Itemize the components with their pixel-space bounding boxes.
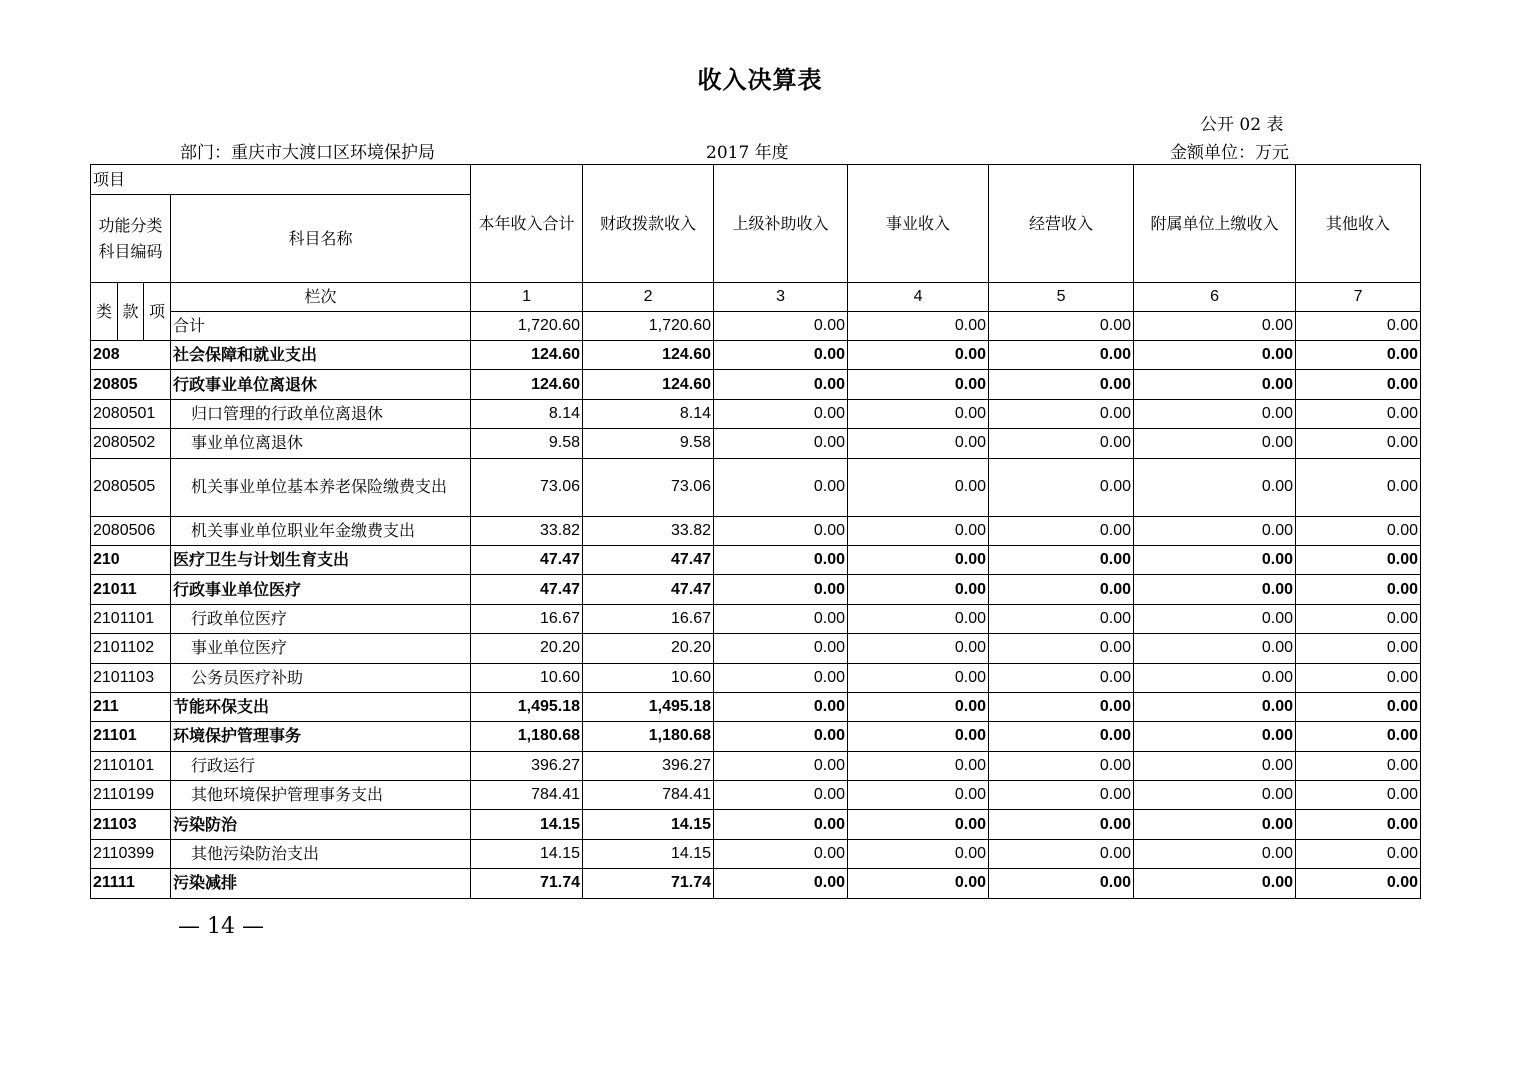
row-value: 0.00 (848, 545, 989, 574)
col-number: 1 (471, 283, 583, 312)
row-code: 210 (91, 545, 171, 574)
header-project: 项目 (91, 165, 471, 195)
table-row (91, 429, 1421, 458)
row-value: 0.00 (714, 370, 848, 399)
row-name: 机关事业单位职业年金缴费支出 (171, 516, 471, 545)
row-value: 1,180.68 (471, 722, 583, 751)
row-name: 污染减排 (171, 869, 471, 898)
row-value: 0.00 (848, 458, 989, 516)
row-name: 医疗卫生与计划生育支出 (171, 545, 471, 574)
row-value: 0.00 (714, 634, 848, 663)
table-row (91, 575, 1421, 604)
row-value: 47.47 (583, 575, 714, 604)
row-name: 公务员医疗补助 (171, 663, 471, 692)
row-name: 行政事业单位离退休 (171, 370, 471, 399)
row-value: 0.00 (1134, 370, 1296, 399)
row-value: 0.00 (989, 869, 1134, 898)
row-value: 0.00 (714, 692, 848, 721)
row-name: 行政运行 (171, 751, 471, 780)
row-value: 396.27 (471, 751, 583, 780)
row-value: 124.60 (471, 370, 583, 399)
table-row (91, 370, 1421, 399)
table-row (91, 810, 1421, 839)
row-value: 396.27 (583, 751, 714, 780)
col-number: 7 (1296, 283, 1421, 312)
row-value: 0.00 (848, 839, 989, 868)
col-number: 6 (1134, 283, 1296, 312)
row-value: 784.41 (471, 781, 583, 810)
row-code: 211 (91, 692, 171, 721)
row-code: 21111 (91, 869, 171, 898)
row-value: 33.82 (583, 516, 714, 545)
row-value: 0.00 (1296, 545, 1421, 574)
row-value: 0.00 (1134, 751, 1296, 780)
row-value: 0.00 (1296, 429, 1421, 458)
row-code: 21103 (91, 810, 171, 839)
row-value: 0.00 (848, 516, 989, 545)
row-value: 784.41 (583, 781, 714, 810)
header-lanci: 栏次 (171, 283, 471, 312)
row-value: 0.00 (848, 781, 989, 810)
row-value: 47.47 (583, 545, 714, 574)
row-value: 0.00 (989, 429, 1134, 458)
row-value: 0.00 (1296, 751, 1421, 780)
row-value: 0.00 (848, 634, 989, 663)
header-col-2: 财政拨款收入 (583, 165, 714, 283)
row-value: 0.00 (989, 399, 1134, 428)
row-value: 0.00 (714, 341, 848, 370)
row-name: 其他污染防治支出 (171, 839, 471, 868)
row-value: 0.00 (1134, 575, 1296, 604)
row-value: 14.15 (471, 810, 583, 839)
row-value: 0.00 (989, 341, 1134, 370)
row-value: 0.00 (714, 516, 848, 545)
row-value: 0.00 (989, 839, 1134, 868)
total-value: 0.00 (1296, 312, 1421, 341)
row-value: 1,180.68 (583, 722, 714, 751)
row-value: 0.00 (848, 370, 989, 399)
row-code: 2080505 (91, 458, 171, 516)
row-value: 47.47 (471, 545, 583, 574)
row-value: 0.00 (714, 663, 848, 692)
row-value: 0.00 (848, 722, 989, 751)
row-code: 2080506 (91, 516, 171, 545)
header-lei: 类 (91, 283, 118, 341)
form-number: 公开 02 表 (1200, 115, 1284, 135)
table-row (91, 604, 1421, 633)
row-value: 1,495.18 (471, 692, 583, 721)
row-code: 2101103 (91, 663, 171, 692)
row-value: 0.00 (714, 545, 848, 574)
col-number: 5 (989, 283, 1134, 312)
row-code: 208 (91, 341, 171, 370)
row-value: 0.00 (1134, 634, 1296, 663)
row-value: 0.00 (1134, 458, 1296, 516)
row-value: 0.00 (714, 722, 848, 751)
table-row (91, 751, 1421, 780)
header-subject-name: 科目名称 (171, 195, 471, 283)
row-value: 0.00 (989, 810, 1134, 839)
row-value: 16.67 (583, 604, 714, 633)
row-value: 0.00 (1296, 634, 1421, 663)
row-code: 20805 (91, 370, 171, 399)
row-value: 0.00 (714, 781, 848, 810)
row-code: 2110399 (91, 839, 171, 868)
row-value: 14.15 (583, 810, 714, 839)
row-name: 污染防治 (171, 810, 471, 839)
row-value: 0.00 (989, 663, 1134, 692)
row-value: 0.00 (1134, 516, 1296, 545)
table-row (91, 341, 1421, 370)
row-value: 0.00 (1134, 722, 1296, 751)
row-value: 0.00 (1296, 869, 1421, 898)
row-code: 2080501 (91, 399, 171, 428)
row-value: 0.00 (1296, 604, 1421, 633)
row-value: 0.00 (848, 751, 989, 780)
header-col-5: 经营收入 (989, 165, 1134, 283)
row-value: 0.00 (989, 545, 1134, 574)
total-value: 0.00 (989, 312, 1134, 341)
row-code: 2110199 (91, 781, 171, 810)
row-value: 0.00 (1134, 545, 1296, 574)
row-name: 事业单位医疗 (171, 634, 471, 663)
row-value: 0.00 (714, 810, 848, 839)
row-value: 0.00 (848, 604, 989, 633)
total-row (91, 312, 1421, 341)
table-row (91, 722, 1421, 751)
row-value: 0.00 (1134, 341, 1296, 370)
row-value: 9.58 (583, 429, 714, 458)
row-value: 73.06 (471, 458, 583, 516)
row-value: 10.60 (583, 663, 714, 692)
row-value: 0.00 (848, 663, 989, 692)
row-code: 2101102 (91, 634, 171, 663)
row-value: 0.00 (714, 429, 848, 458)
row-name: 归口管理的行政单位离退休 (171, 399, 471, 428)
table-row (91, 663, 1421, 692)
row-value: 0.00 (714, 839, 848, 868)
row-value: 0.00 (848, 399, 989, 428)
row-value: 0.00 (989, 604, 1134, 633)
row-value: 0.00 (989, 370, 1134, 399)
row-value: 71.74 (471, 869, 583, 898)
row-value: 0.00 (1134, 810, 1296, 839)
row-value: 8.14 (583, 399, 714, 428)
table-row (91, 634, 1421, 663)
amount-unit: 金额单位：万元 (1170, 143, 1289, 163)
row-value: 1,495.18 (583, 692, 714, 721)
row-value: 0.00 (1296, 370, 1421, 399)
row-value: 0.00 (1134, 399, 1296, 428)
row-value: 0.00 (848, 869, 989, 898)
row-value: 0.00 (1134, 781, 1296, 810)
row-value: 0.00 (848, 341, 989, 370)
row-value: 0.00 (1134, 692, 1296, 721)
table-row (91, 692, 1421, 721)
row-value: 0.00 (714, 458, 848, 516)
row-value: 124.60 (583, 341, 714, 370)
row-value: 14.15 (583, 839, 714, 868)
row-value: 8.14 (471, 399, 583, 428)
row-value: 0.00 (989, 516, 1134, 545)
row-value: 0.00 (989, 575, 1134, 604)
row-value: 0.00 (1296, 516, 1421, 545)
row-code: 2101101 (91, 604, 171, 633)
table-row (91, 399, 1421, 428)
row-value: 16.67 (471, 604, 583, 633)
row-name: 行政单位医疗 (171, 604, 471, 633)
total-value: 0.00 (1134, 312, 1296, 341)
header-col-4: 事业收入 (848, 165, 989, 283)
header-col-1: 本年收入合计 (471, 165, 583, 283)
row-value: 124.60 (583, 370, 714, 399)
row-value: 0.00 (848, 429, 989, 458)
total-label: 合计 (171, 312, 471, 341)
row-value: 0.00 (1134, 429, 1296, 458)
total-value: 1,720.60 (471, 312, 583, 341)
row-value: 0.00 (714, 869, 848, 898)
row-value: 0.00 (1296, 722, 1421, 751)
col-number: 2 (583, 283, 714, 312)
row-name: 机关事业单位基本养老保险缴费支出 (171, 458, 471, 516)
table-row (91, 839, 1421, 868)
row-value: 0.00 (714, 604, 848, 633)
row-value: 0.00 (989, 692, 1134, 721)
row-name: 节能环保支出 (171, 692, 471, 721)
table-row (91, 516, 1421, 545)
row-value: 0.00 (714, 575, 848, 604)
row-value: 0.00 (1296, 399, 1421, 428)
page-title: 收入决算表 (697, 66, 823, 94)
row-value: 0.00 (1296, 341, 1421, 370)
table-row (91, 869, 1421, 898)
header-col-7: 其他收入 (1296, 165, 1421, 283)
row-value: 0.00 (1134, 839, 1296, 868)
row-value: 0.00 (848, 810, 989, 839)
row-value: 33.82 (471, 516, 583, 545)
row-value: 10.60 (471, 663, 583, 692)
row-name: 行政事业单位医疗 (171, 575, 471, 604)
row-value: 9.58 (471, 429, 583, 458)
row-value: 47.47 (471, 575, 583, 604)
table-row (91, 458, 1421, 516)
row-value: 0.00 (1296, 810, 1421, 839)
row-value: 0.00 (714, 751, 848, 780)
row-name: 其他环境保护管理事务支出 (171, 781, 471, 810)
row-value: 0.00 (1296, 781, 1421, 810)
row-code: 2110101 (91, 751, 171, 780)
income-table (90, 164, 1421, 899)
row-value: 0.00 (989, 781, 1134, 810)
header-col-6: 附属单位上缴收入 (1134, 165, 1296, 283)
row-value: 0.00 (989, 458, 1134, 516)
total-value: 0.00 (848, 312, 989, 341)
row-value: 0.00 (1296, 692, 1421, 721)
row-name: 社会保障和就业支出 (171, 341, 471, 370)
header-xiang: 项 (144, 283, 171, 341)
row-value: 0.00 (848, 575, 989, 604)
row-value: 0.00 (1296, 458, 1421, 516)
page-number: — 14 — (178, 914, 264, 939)
row-value: 71.74 (583, 869, 714, 898)
row-value: 0.00 (848, 692, 989, 721)
table-row (91, 545, 1421, 574)
row-value: 0.00 (1134, 663, 1296, 692)
header-col-3: 上级补助收入 (714, 165, 848, 283)
row-value: 0.00 (1134, 604, 1296, 633)
row-value: 124.60 (471, 341, 583, 370)
row-value: 0.00 (714, 399, 848, 428)
row-value: 0.00 (1296, 575, 1421, 604)
row-value: 0.00 (1134, 869, 1296, 898)
table-row (91, 781, 1421, 810)
row-value: 0.00 (989, 751, 1134, 780)
col-number: 4 (848, 283, 989, 312)
header-func-code: 功能分类科目编码 (91, 195, 171, 283)
row-value: 0.00 (1296, 839, 1421, 868)
department-label: 部门：重庆市大渡口区环境保护局 (180, 143, 435, 163)
row-value: 0.00 (989, 634, 1134, 663)
row-name: 环境保护管理事务 (171, 722, 471, 751)
row-name: 事业单位离退休 (171, 429, 471, 458)
total-value: 1,720.60 (583, 312, 714, 341)
header-kuan: 款 (118, 283, 144, 341)
total-value: 0.00 (714, 312, 848, 341)
row-value: 20.20 (583, 634, 714, 663)
row-value: 0.00 (989, 722, 1134, 751)
row-code: 21101 (91, 722, 171, 751)
row-value: 73.06 (583, 458, 714, 516)
row-value: 14.15 (471, 839, 583, 868)
row-value: 20.20 (471, 634, 583, 663)
row-code: 21011 (91, 575, 171, 604)
row-code: 2080502 (91, 429, 171, 458)
fiscal-year: 2017 年度 (706, 143, 789, 163)
row-value: 0.00 (1296, 663, 1421, 692)
col-number: 3 (714, 283, 848, 312)
